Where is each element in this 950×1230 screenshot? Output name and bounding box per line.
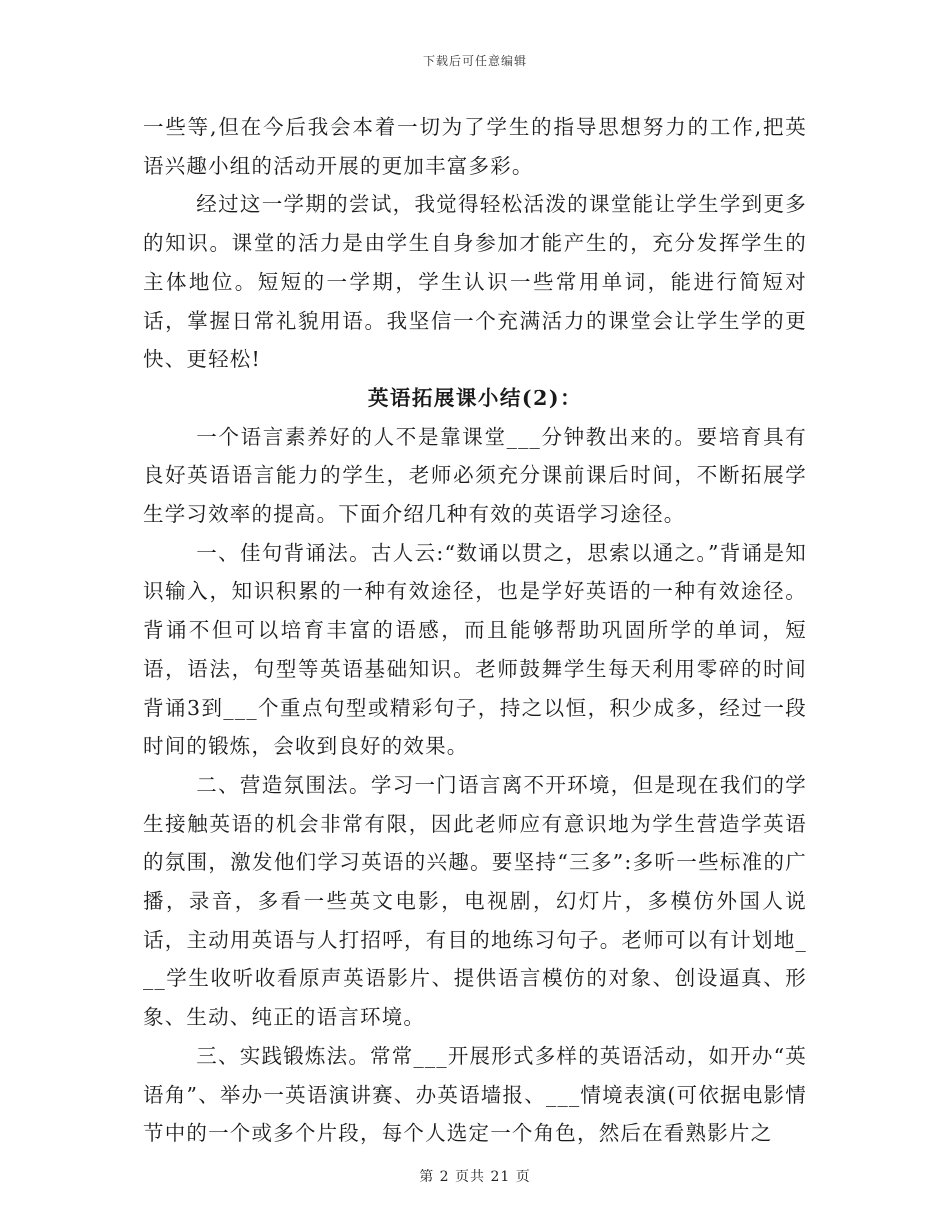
section-title: 英语拓展课小结(2)： [367,385,583,410]
page-number-footer: 第 2 页共 21 页 [419,1169,531,1185]
page-header: 下载后可任意编辑 [422,54,527,68]
document-body [143,108,807,1153]
paragraph-method-2: 二、营造氛围法。学习一门语言离不开环境，但是现在我们的学生接触英语的机会非常有限，因此老师应有意识地为学生营造学英语的氛围，激发他们学习英语的兴趣。要坚持“三多”:多听一些标准的广播，录音，多看一些英文电影，电视剧，幻灯片，多模仿外国人说话，主动用英语与人打招呼，有目的地练习句子。老师可以有计划地___学生收听收看原声英语影片、提供语言模仿的对象、创设逼真、形象、生动、纯正的语言环境。 [143,772,807,1030]
paragraph-intro: 一个语言素养好的人不是靠课堂___分钟教出来的。要培育具有良好英语语言能力的学生，老师必须充分课前课后时间，不断拓展学生学习效率的提高。下面介绍几种有效的英语学习途径。 [143,424,807,527]
paragraph-summary: 经过这一学期的尝试，我觉得轻松活泼的课堂能让学生学到更多的知识。课堂的活力是由学生自身参加才能产生的，充分发挥学生的主体地位。短短的一学期，学生认识一些常用单词，能进行简短对话，掌握日常礼貌用语。我坚信一个充满活力的课堂会让学生学的更快、更轻松! [143,192,807,372]
paragraph-continuation: 一些等,但在今后我会本着一切为了学生的指导思想努力的工作,把英语兴趣小组的活动开展的更加丰富多彩。 [143,115,807,178]
paragraph-method-3: 三、实践锻炼法。常常___开展形式多样的英语活动，如开办“英语角”、举办一英语演讲赛、办英语墙报、___情境表演(可依据电影情节中的一个或多个片段，每个人选定一个角色，然后在看熟影片之 [143,1043,807,1146]
paragraph-method-1: 一、佳句背诵法。古人云:“数诵以贯之，思索以通之。”背诵是知识输入，知识积累的一种有效途径，也是学好英语的一种有效途径。背诵不但可以培育丰富的语感，而且能够帮助巩固所学的单词，短语，语法，句型等英语基础知识。老师鼓舞学生每天利用零碎的时间背诵3到___个重点句型或精彩句子，持之以恒，积少成多，经过一段时间的锻炼，会收到良好的效果。 [143,540,807,759]
